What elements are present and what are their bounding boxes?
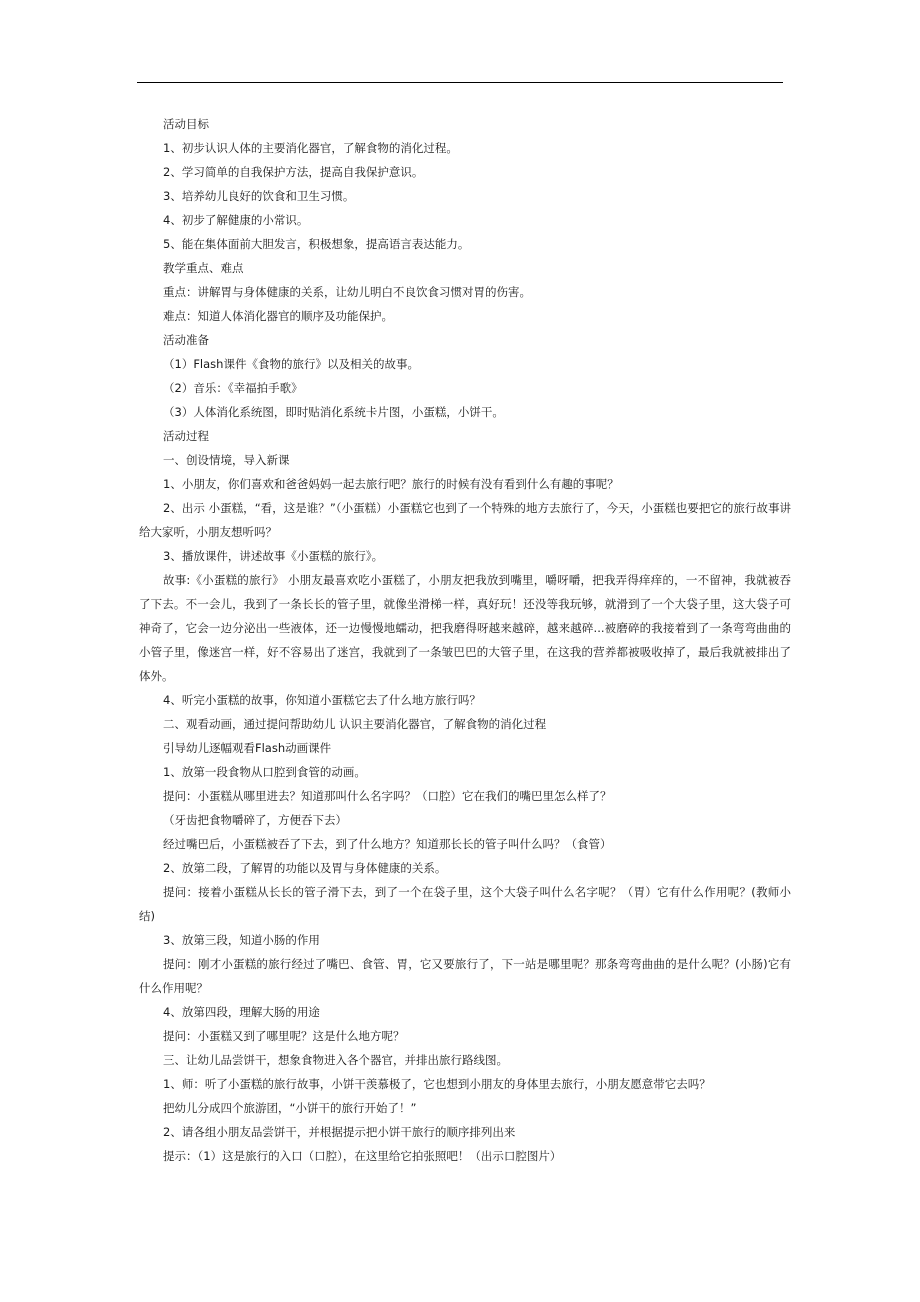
heading-activity-goals: 活动目标 xyxy=(163,117,209,131)
prep-item-3: （3）人体消化系统图，即时贴消化系统卡片图，小蛋糕，小饼干。 xyxy=(163,405,504,419)
section-3-step-2: 2、请各组小朋友品尝饼干，并根据提示把小饼干旅行的顺序排列出来 xyxy=(163,1125,516,1139)
goal-item-3: 3、培养幼儿良好的饮食和卫生习惯。 xyxy=(163,189,355,203)
section-2-step-1: 1、放第一段食物从口腔到食管的动画。 xyxy=(163,765,366,779)
heading-process: 活动过程 xyxy=(163,429,209,443)
difficult-point: 难点：知道人体消化器官的顺序及功能保护。 xyxy=(163,309,393,323)
goal-item-4: 4、初步了解健康的小常识。 xyxy=(163,213,309,227)
question-stomach: 提问：接着小蛋糕从长长的管子滑下去，到了一个在袋子里，这个大袋子叫什么名字呢？（胃）它有什么作用呢？(教师小结) xyxy=(139,885,791,923)
section-1-step-3: 3、播放课件，讲述故事《小蛋糕的旅行》。 xyxy=(163,549,384,563)
prep-item-1: （1）Flash课件《食物的旅行》以及相关的故事。 xyxy=(163,357,419,371)
goal-item-2: 2、学习简单的自我保护方法，提高自我保护意识。 xyxy=(163,165,424,179)
hint-line: 提示：（1）这是旅行的入口（口腔），在这里给它拍张照吧！（出示口腔图片） xyxy=(163,1149,562,1163)
question-large-intestine: 提问：小蛋糕又到了哪里呢？这是什么地方呢？ xyxy=(163,1029,405,1043)
story-paragraph: 故事:《小蛋糕的旅行》 小朋友最喜欢吃小蛋糕了，小朋友把我放到嘴里，嚼呀嚼，把我弄得痒痒的，一不留神，我就被吞了下去。不一会儿，我到了一条长长的管子里，就像坐滑梯一样，真好玩！还没等我玩够，就滑到了一个大袋子里，这大袋子可神奇了，它会一边分泌出一些液体，还一边慢慢地蠕动，把我磨得呀越来越碎，越来越碎...被磨碎的我接着到了一条弯弯曲曲的小管子里，像迷宫一样，好不容易出了迷宫，我就到了一条皱巴巴的大管子里，在这我的营养都被吸收掉了，最后我就被排出了体外。 xyxy=(139,573,791,683)
goal-item-5: 5、能在集体面前大胆发言，积极想象，提高语言表达能力。 xyxy=(163,237,470,251)
document-body xyxy=(139,112,791,1168)
section-2-step-3: 3、放第三段，知道小肠的作用 xyxy=(163,933,320,947)
key-point: 重点：讲解胃与身体健康的关系，让幼儿明白不良饮食习惯对胃的伤害。 xyxy=(163,285,531,299)
grouping-note: 把幼儿分成四个旅游团，“小饼干的旅行开始了！” xyxy=(163,1101,417,1115)
section-2-step-2: 2、放第二段，了解胃的功能以及胃与身体健康的关系。 xyxy=(163,861,447,875)
goal-item-1: 1、初步认识人体的主要消化器官，了解食物的消化过程。 xyxy=(163,141,458,155)
question-esophagus: 经过嘴巴后，小蛋糕被吞了下去，到了什么地方？知道那长长的管子叫什么吗？（食管） xyxy=(163,837,612,851)
heading-key-points: 教学重点、难点 xyxy=(163,261,244,275)
section-1-step-2: 2、出示 小蛋糕，“看，这是谁？”（小蛋糕）小蛋糕它也到了一个特殊的地方去旅行了，今天，小蛋糕也要把它的旅行故事讲给大家听，小朋友想听吗？ xyxy=(139,501,791,539)
header-rule xyxy=(137,82,783,83)
prep-item-2: （2）音乐：《幸福拍手歌》 xyxy=(163,381,303,395)
question-mouth: 提问：小蛋糕从哪里进去？知道那叫什么名字吗？（口腔）它在我们的嘴巴里怎么样了？ xyxy=(163,789,612,803)
section-1-title: 一、创设情境，导入新课 xyxy=(163,453,290,467)
heading-preparation: 活动准备 xyxy=(163,333,209,347)
section-1-step-1: 1、小朋友，你们喜欢和爸爸妈妈一起去旅行吧？旅行的时候有没有看到什么有趣的事呢？ xyxy=(163,477,619,491)
section-3-title: 三、让幼儿品尝饼干，想象食物进入各个器官，并排出旅行路线图。 xyxy=(163,1053,508,1067)
section-2-intro: 引导幼儿逐幅观看Flash动画课件 xyxy=(163,741,332,755)
question-small-intestine: 提问：刚才小蛋糕的旅行经过了嘴巴、食管、胃，它又要旅行了，下一站是哪里呢？那条弯弯曲曲的是什么呢？(小肠)它有什么作用呢？ xyxy=(139,957,791,995)
section-3-step-1: 1、师：听了小蛋糕的旅行故事，小饼干羡慕极了，它也想到小朋友的身体里去旅行，小朋友愿意带它去吗？ xyxy=(163,1077,711,1091)
answer-teeth: （牙齿把食物嚼碎了，方便吞下去） xyxy=(163,813,347,827)
section-2-title: 二、观看动画，通过提问帮助幼儿 认识主要消化器官，了解食物的消化过程 xyxy=(163,717,547,731)
section-2-step-4: 4、放第四段，理解大肠的用途 xyxy=(163,1005,320,1019)
section-1-step-4: 4、听完小蛋糕的故事，你知道小蛋糕它去了什么地方旅行吗？ xyxy=(163,693,481,707)
